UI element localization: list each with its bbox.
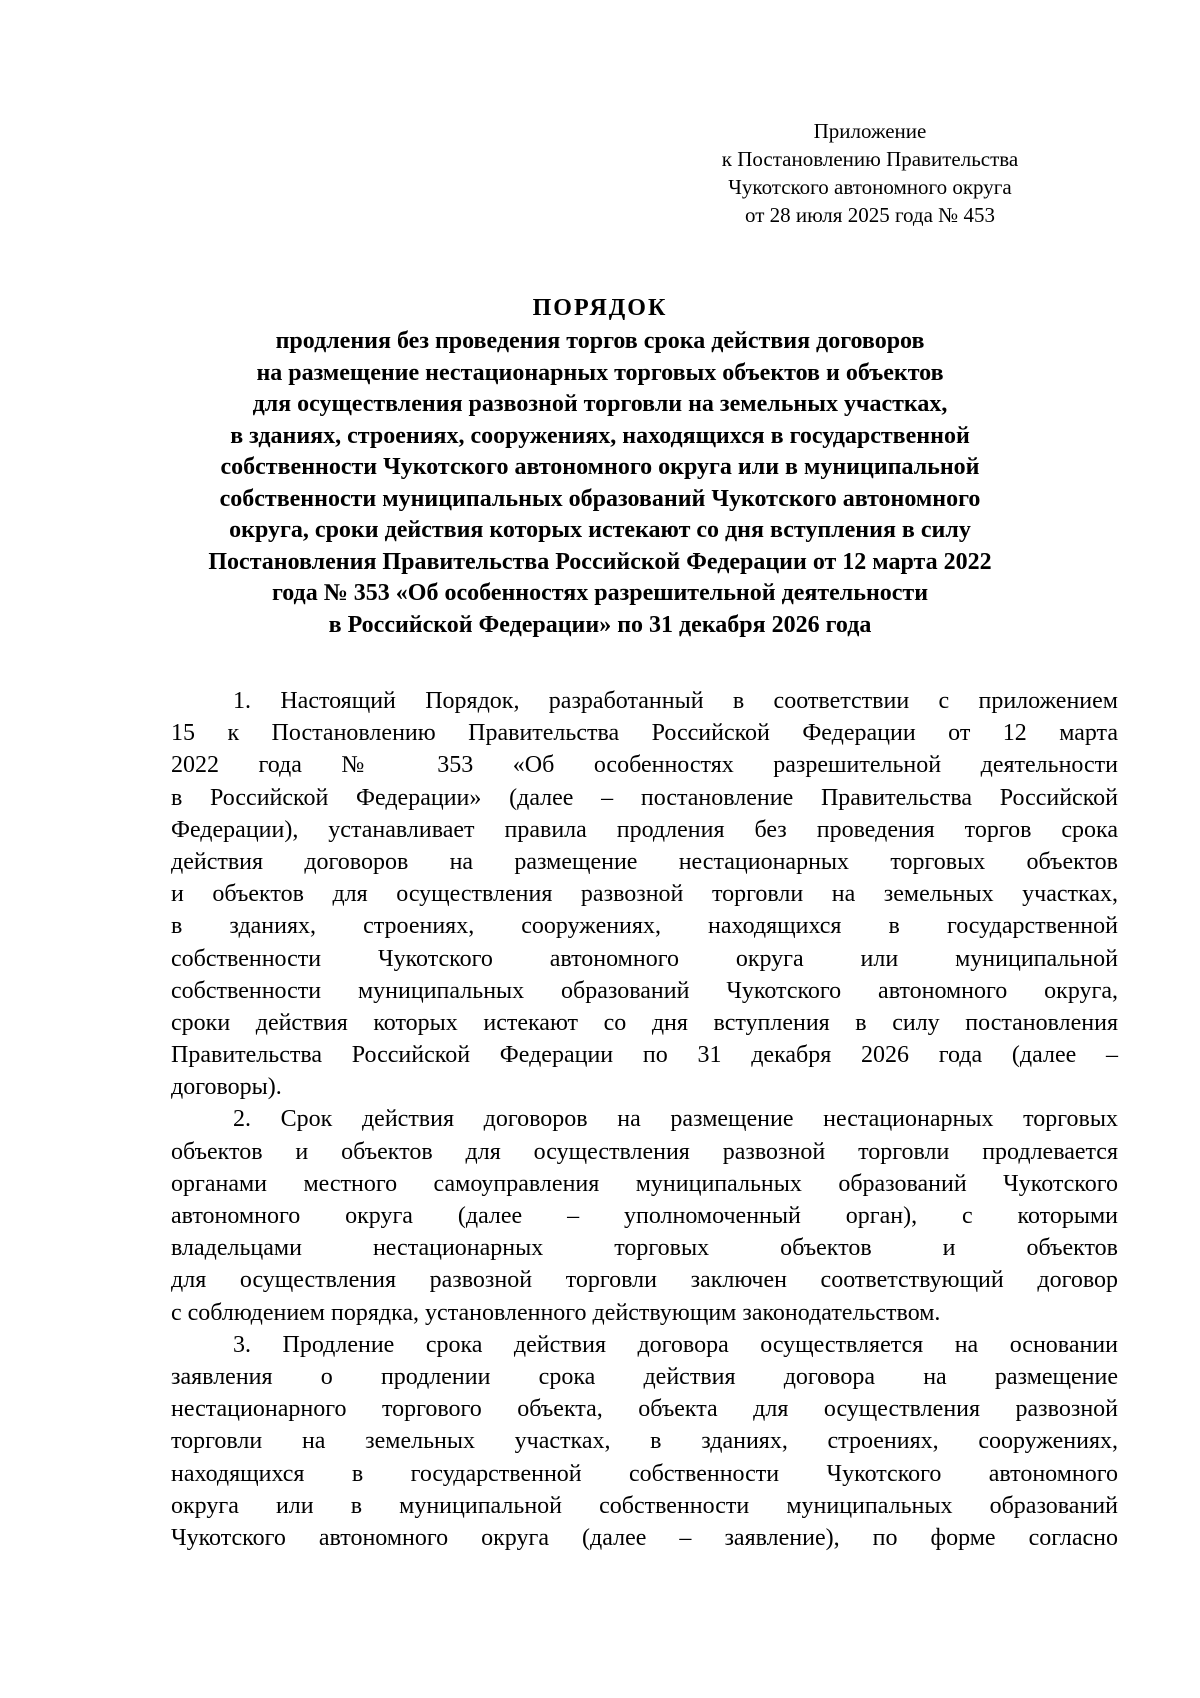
title-line: собственности Чукотского автономного округа или в муниципальной (220, 454, 980, 480)
title-line: года № 353 «Об особенностях разрешительной деятельности (271, 580, 929, 606)
text-line: округа или в муниципальной собственности муниципальных образований (171, 1492, 1118, 1519)
text-line: нестационарного торгового объекта, объекта для осуществления развозной (171, 1396, 1118, 1423)
appendix-line-1: Приложение (813, 119, 927, 143)
text-line: владельцами нестационарных торговых объектов и объектов (171, 1235, 1118, 1262)
appendix-line-3: Чукотского автономного округа (728, 175, 1012, 199)
appendix-header (690, 117, 1050, 229)
title-line: Постановления Правительства Российской Федерации от 12 марта 2022 (208, 548, 992, 575)
title-line: округа, сроки действия которых истекают со дня вступления в силу (229, 517, 971, 543)
appendix-line-2: к Постановлению Правительства (721, 147, 1019, 171)
text-line: заявления о продлении срока действия договора на размещение (171, 1363, 1118, 1390)
text-line: в зданиях, строениях, сооружениях, находящихся в государственной (171, 913, 1118, 940)
title-line: продления без проведения торгов срока действия договоров (275, 328, 925, 354)
text-line: 15 к Постановлению Правительства Российской Федерации от 12 марта (171, 720, 1118, 747)
text-line: Правительства Российской Федерации по 31 декабря 2026 года (далее – (171, 1042, 1118, 1069)
title-heading: ПОРЯДОК (532, 295, 668, 321)
text-line: 2022 года № 353 «Об особенностях разрешительной деятельности (171, 752, 1118, 779)
document-body (171, 685, 1118, 1554)
text-line: находящихся в государственной собственности Чукотского автономного (171, 1460, 1118, 1487)
text-line: собственности Чукотского автономного округа или муниципальной (171, 945, 1118, 972)
text-line: органами местного самоуправления муниципальных образований Чукотского (171, 1170, 1118, 1197)
document-title (140, 290, 1060, 641)
text-line: действия договоров на размещение нестационарных торговых объектов (171, 848, 1118, 875)
text-line: сроки действия которых истекают со дня вступления в силу постановления (171, 1009, 1118, 1036)
text-line: для осуществления развозной торговли заключен соответствующий договор (171, 1267, 1118, 1294)
title-line: в зданиях, строениях, сооружениях, находящихся в государственной (230, 422, 970, 449)
text-line: Федерации), устанавливает правила продления без проведения торгов срока (171, 816, 1118, 843)
text-line: Чукотского автономного округа (далее – заявление), по форме согласно (171, 1524, 1118, 1551)
paragraph-1 (171, 685, 1118, 1103)
text-line: договоры). (171, 1074, 282, 1101)
text-line: 3. Продление срока действия договора осуществляется на основании (233, 1331, 1118, 1358)
text-line: торговли на земельных участках, в зданиях, строениях, сооружениях, (171, 1428, 1118, 1455)
text-line: и объектов для осуществления развозной торговли на земельных участках, (171, 881, 1118, 908)
title-line: на размещение нестационарных торговых объектов и объектов (256, 359, 944, 386)
appendix-line-4: от 28 июля 2025 года № 453 (745, 203, 995, 227)
text-line: в Российской Федерации» (далее – постановление Правительства Российской (171, 784, 1118, 811)
title-line: для осуществления развозной торговли на земельных участках, (252, 391, 948, 417)
text-line: 1. Настоящий Порядок, разработанный в соответствии с приложением (233, 688, 1118, 714)
text-line: с соблюдением порядка, установленного действующим законодательством. (171, 1299, 941, 1326)
paragraph-2 (171, 1103, 1118, 1328)
title-line: в Российской Федерации» по 31 декабря 2026 года (328, 611, 872, 638)
title-subtitle (140, 326, 1060, 641)
text-line: объектов и объектов для осуществления развозной торговли продлевается (171, 1138, 1118, 1165)
text-line: автономного округа (далее – уполномоченный орган), с которыми (171, 1203, 1118, 1229)
paragraph-3 (171, 1329, 1118, 1554)
text-line: собственности муниципальных образований Чукотского автономного округа, (171, 977, 1118, 1004)
title-line: собственности муниципальных образований Чукотского автономного (219, 485, 981, 512)
text-line: 2. Срок действия договоров на размещение нестационарных торговых (233, 1106, 1118, 1133)
